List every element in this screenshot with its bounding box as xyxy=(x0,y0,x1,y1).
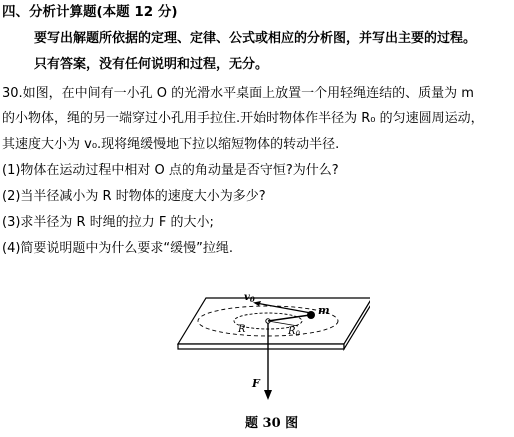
label-f: F xyxy=(252,377,260,390)
sub-question-3: (3)求半径为 R 时绳的拉力 F 的大小; xyxy=(2,215,214,230)
sub-question-1: (1)物体在运动过程中相对 O 点的角动量是否守恒?为什么? xyxy=(2,163,339,178)
question-line-2: 的小物体，绳的另一端穿过小孔用手拉住.开始时物体作半径为 R₀ 的匀速圆周运动， xyxy=(2,111,484,126)
force-arrowhead xyxy=(264,390,272,400)
sub-question-4: (4)简要说明题中为什么要求“缓慢”拉绳. xyxy=(2,241,234,256)
label-r0: $R_0$ xyxy=(288,326,300,338)
question-line-1: 30.如图，在中间有一小孔 O 的光滑水平桌面上放置一个用轻绳连结的、质量为 m xyxy=(2,86,474,101)
figure-caption: 题 30 图 xyxy=(245,416,299,431)
instruction-line-1: 要写出解题所依据的定理、定律、公式或相应的分析图，并写出主要的过程。 xyxy=(34,31,477,46)
table-front-edge xyxy=(178,344,344,349)
instruction-line-2: 只有答案，没有任何说明和过程，无分。 xyxy=(34,57,269,72)
figure-30-diagram xyxy=(170,282,370,410)
label-v0: $v_0$ xyxy=(244,292,255,304)
section-title: 四、分析计算题(本题 12 分) xyxy=(2,4,178,20)
question-line-3: 其速度大小为 v₀.现将绳缓慢地下拉以缩短物体的转动半径. xyxy=(2,137,340,152)
label-m: m xyxy=(318,304,330,317)
table-top xyxy=(178,298,370,344)
sub-question-2: (2)当半径减小为 R 时物体的速度大小为多少? xyxy=(2,189,266,204)
label-r: R xyxy=(238,324,246,335)
